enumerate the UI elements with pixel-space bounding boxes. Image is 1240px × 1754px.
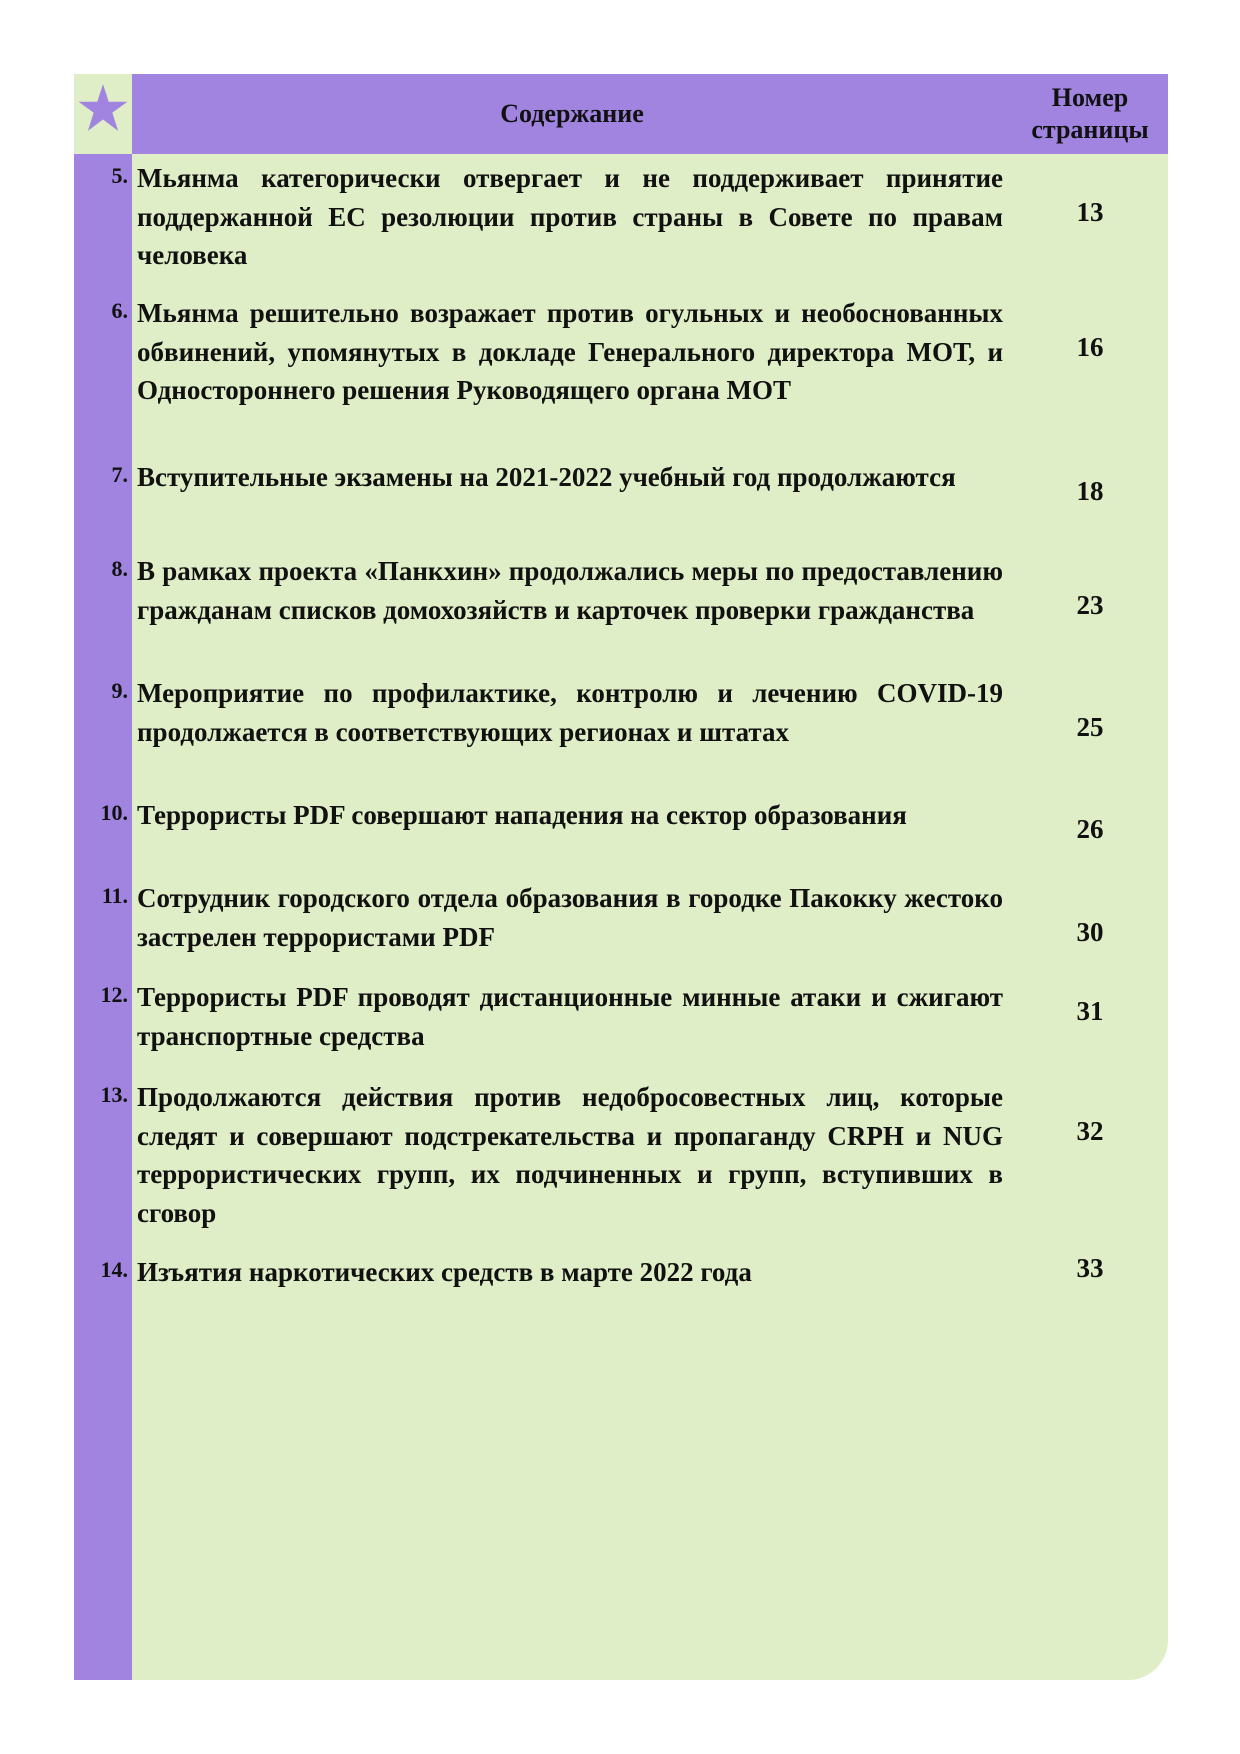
toc-title: Содержание [500, 99, 644, 128]
page-number-header [1012, 74, 1168, 154]
entry-number: 11. [101, 883, 128, 908]
entry-number: 8. [111, 556, 128, 581]
entry-number: 14. [100, 1257, 128, 1282]
entry-number: 12. [100, 982, 128, 1007]
entry-title: Сотрудник городского отдела образования в городке Пакокку жестоко застрелен террористами PDF [137, 883, 1003, 952]
entry-title: Террористы PDF совершают нападения на сектор образования [137, 800, 907, 830]
star-icon [77, 82, 129, 134]
entry-page: 33 [1076, 1253, 1104, 1283]
entry-number: 9. [111, 678, 128, 703]
entry-title: Террористы PDF проводят дистанционные минные атаки и сжигают транспортные средства [137, 982, 1003, 1051]
entry-number: 7. [111, 462, 128, 487]
entry-page: 23 [1076, 590, 1104, 620]
entry-number: 6. [111, 298, 128, 323]
entry-page: 26 [1076, 814, 1104, 844]
entry-number: 5. [111, 163, 128, 188]
entry-title: Вступительные экзамены на 2021-2022 учебный год продолжаются [137, 462, 956, 492]
page-number-header-line2: страницы [1031, 115, 1149, 144]
entry-title: Изъятия наркотических средств в марте 2022 года [137, 1257, 752, 1287]
entry-page: 16 [1076, 332, 1104, 362]
entry-number: 13. [100, 1082, 128, 1107]
entry-title: Продолжаются действия против недобросовестных лиц, которые следят и совершают подстрекательства и пропаганду CRPH и NUG террористических групп, их подчиненных и групп, вступивших в сговор [137, 1082, 1003, 1228]
entry-page: 13 [1076, 197, 1104, 227]
entry-page: 31 [1076, 996, 1104, 1026]
entry-page: 18 [1076, 476, 1104, 506]
entry-title: Мероприятие по профилактике, контролю и лечению COVID-19 продолжается в соответствующих регионах и штатах [137, 678, 1003, 747]
page-number-header-line1: Номер [1051, 83, 1129, 112]
entry-title: Мьянма решительно возражает против огульных и необоснованных обвинений, упомянутых в докладе Генерального директора МОТ, и Одностороннего решения Руководящего органа МОТ [137, 298, 1003, 405]
entry-title: В рамках проекта «Панкхин» продолжались меры по предоставлению гражданам списков домохозяйств и карточек проверки гражданства [137, 556, 1003, 625]
entry-page: 30 [1076, 917, 1104, 947]
entry-number: 10. [100, 800, 128, 825]
entry-page: 25 [1076, 712, 1104, 742]
entry-page: 32 [1076, 1116, 1104, 1146]
left-stripe [74, 154, 132, 1680]
entry-title: Мьянма категорически отвергает и не поддерживает принятие поддержанной ЕС резолюции против страны в Совете по правам человека [137, 163, 1003, 270]
